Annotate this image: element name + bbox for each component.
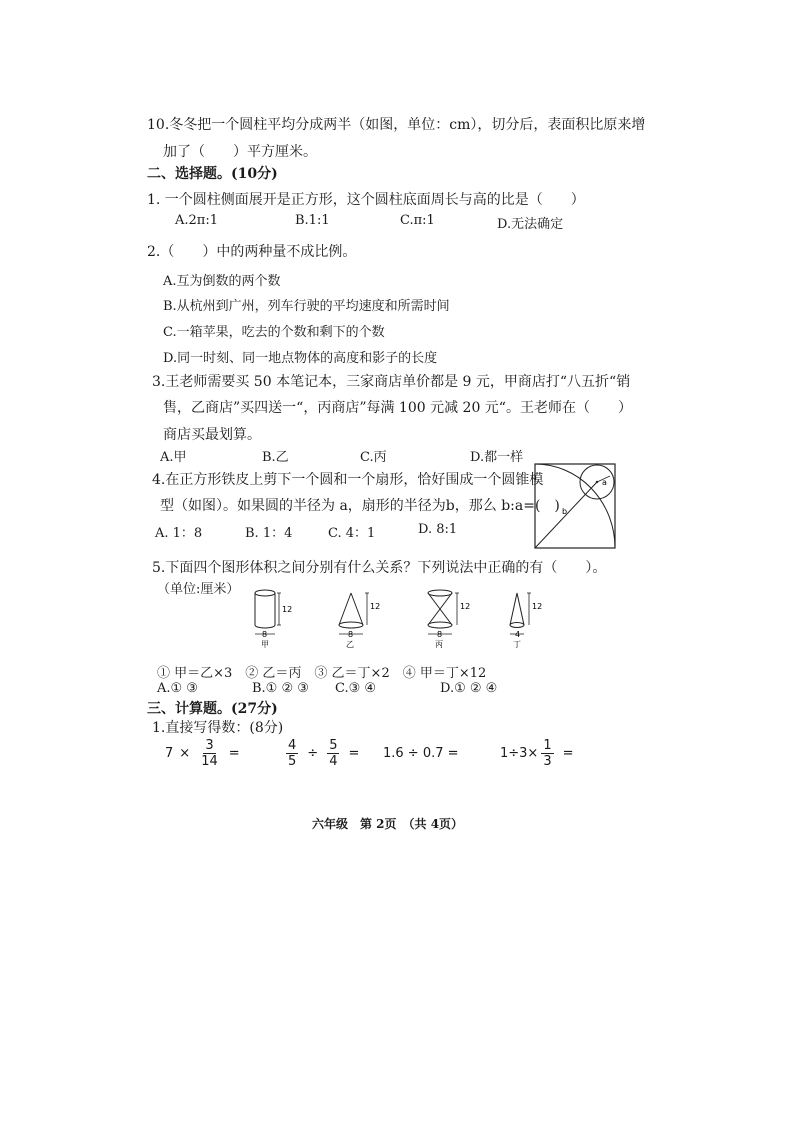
figure-ding-cone [510,593,542,649]
jia-name: 甲 [261,640,269,649]
s2-q2-stem: 2.（ ）中的两种量不成比例。 [147,244,357,260]
calc3-expression: 1.6 ÷ 0.7 = [383,746,459,761]
q5-figures [245,585,545,653]
calc4-fraction [541,738,553,769]
s2-q5-line1: 5.下面四个图形体积之间分别有什么关系？下列说法中正确的有（ ）。 [152,560,607,576]
calc2-num2: 5 [329,738,338,753]
q4-label-b: b [562,507,568,516]
ding-name: 丁 [513,640,521,649]
s2-q3-option-b: B.乙 [262,450,289,465]
section2-title: 二、选择题。(10分) [147,166,278,182]
jia-width: 8 [262,630,268,639]
calc1-num: 3 [205,738,214,753]
calc1-a: 7 [165,746,174,761]
s2-q4-option-b: B. 1：4 [245,526,293,541]
calc1-fraction [199,738,220,769]
calc2-den1: 5 [288,754,297,769]
s2-q1-option-b: B.1:1 [295,213,330,228]
yi-name: 乙 [346,640,354,649]
s2-q4-option-c: C. 4：1 [328,526,376,541]
yi-height: 12 [370,602,381,611]
section3-sub1: 1.直接写得数：(8分) [152,720,284,736]
s2-q2-option-d: D.同一时刻、同一地点物体的高度和影子的长度 [163,351,438,366]
calc4-den: 3 [543,754,552,769]
calc4-a: 1÷3× [500,746,539,761]
yi-width: 8 [348,630,354,639]
s2-q1-option-a: A.2π:1 [175,213,218,228]
s2-q5-option-b: B.① ② ③ [252,681,309,696]
calc2-eq: = [348,746,360,761]
s2-q2-option-a: A.互为倒数的两个数 [163,274,281,289]
s2-q4-line2: 型（如图）。如果圆的半径为 a，扇形的半径为b，那么 b:a=( ) [160,498,560,514]
ding-width: 4 [515,630,521,639]
q4-label-a: a [602,478,607,487]
bing-height: 12 [460,602,471,611]
s2-q3-line1: 3.王老师需要买 50 本笔记本，三家商店单价都是 9 元，甲商店打“八五折“销 [152,374,631,390]
jia-height: 12 [282,605,293,614]
s2-q3-option-a: A.甲 [160,450,187,465]
calc2-den2: 4 [329,754,338,769]
s2-q2-option-c: C.一箱苹果，吃去的个数和剩下的个数 [163,325,385,340]
calc-item-3 [383,746,459,761]
s2-q3-line3: 商店买最划算。 [163,427,261,443]
s2-q4-line1: 4.在正方形铁皮上剪下一个圆和一个扇形，恰好围成一个圆锥模 [152,472,544,488]
calc2-op: ÷ [307,746,319,761]
bing-width: 8 [437,630,443,639]
q10-line1: 10.冬冬把一个圆柱平均分成两半（如图，单位：cm），切分后，表面积比原来增 [147,117,646,133]
s2-q4-option-a: A. 1：8 [155,526,203,541]
ding-height: 12 [532,602,543,611]
figure-jia-cylinder [255,590,292,649]
s2-q4-option-d: D. 8:1 [418,522,458,537]
q4-square-figure [530,458,620,558]
q10-line2: 加了（ ）平方厘米。 [163,144,317,160]
s2-q3-option-d: D.都一样 [470,450,524,465]
s2-q5-option-c: C.③ ④ [335,681,377,696]
calc4-num: 1 [543,738,552,753]
calc-item-4 [500,738,580,769]
s2-q1-stem: 1. 一个圆柱侧面展开是正方形，这个圆柱底面周长与高的比是（ ） [147,192,585,208]
s2-q1-option-c: C.π:1 [400,213,435,228]
s2-q5-option-d: D.① ② ④ [440,681,498,696]
s2-q3-line2: 售，乙商店”买四送一“，丙商店”每满 100 元减 20 元“。王老师在（ ） [163,400,632,416]
s2-q5-relations: ① 甲＝乙×3 ② 乙＝丙 ③ 乙＝丁×2 ④ 甲＝丁×12 [157,666,487,681]
s2-q5-unit: （单位:厘米） [157,582,240,597]
calc1-den: 14 [201,754,218,769]
bing-name: 丙 [435,640,443,649]
calc2-num1: 4 [288,738,297,753]
calc4-eq: = [562,746,574,761]
figure-yi-cone [339,593,380,649]
s2-q5-option-a: A.① ③ [157,681,198,696]
figure-bing-double-cone [428,590,470,649]
s2-q3-option-c: C.丙 [360,450,387,465]
calc2-fraction-1 [286,738,298,769]
calc-item-1 [165,738,246,769]
calc2-fraction-2 [327,738,339,769]
section3-title: 三、计算题。(27分) [147,701,278,717]
s2-q2-option-b: B.从杭州到广州，列车行驶的平均速度和所需时间 [163,299,450,314]
page-footer: 六年级 第 2页 （共 4页） [312,817,464,831]
calc1-op: × [179,746,191,761]
calc1-eq: = [228,746,240,761]
calc-item-2 [283,738,365,769]
s2-q1-option-d: D.无法确定 [497,217,564,232]
